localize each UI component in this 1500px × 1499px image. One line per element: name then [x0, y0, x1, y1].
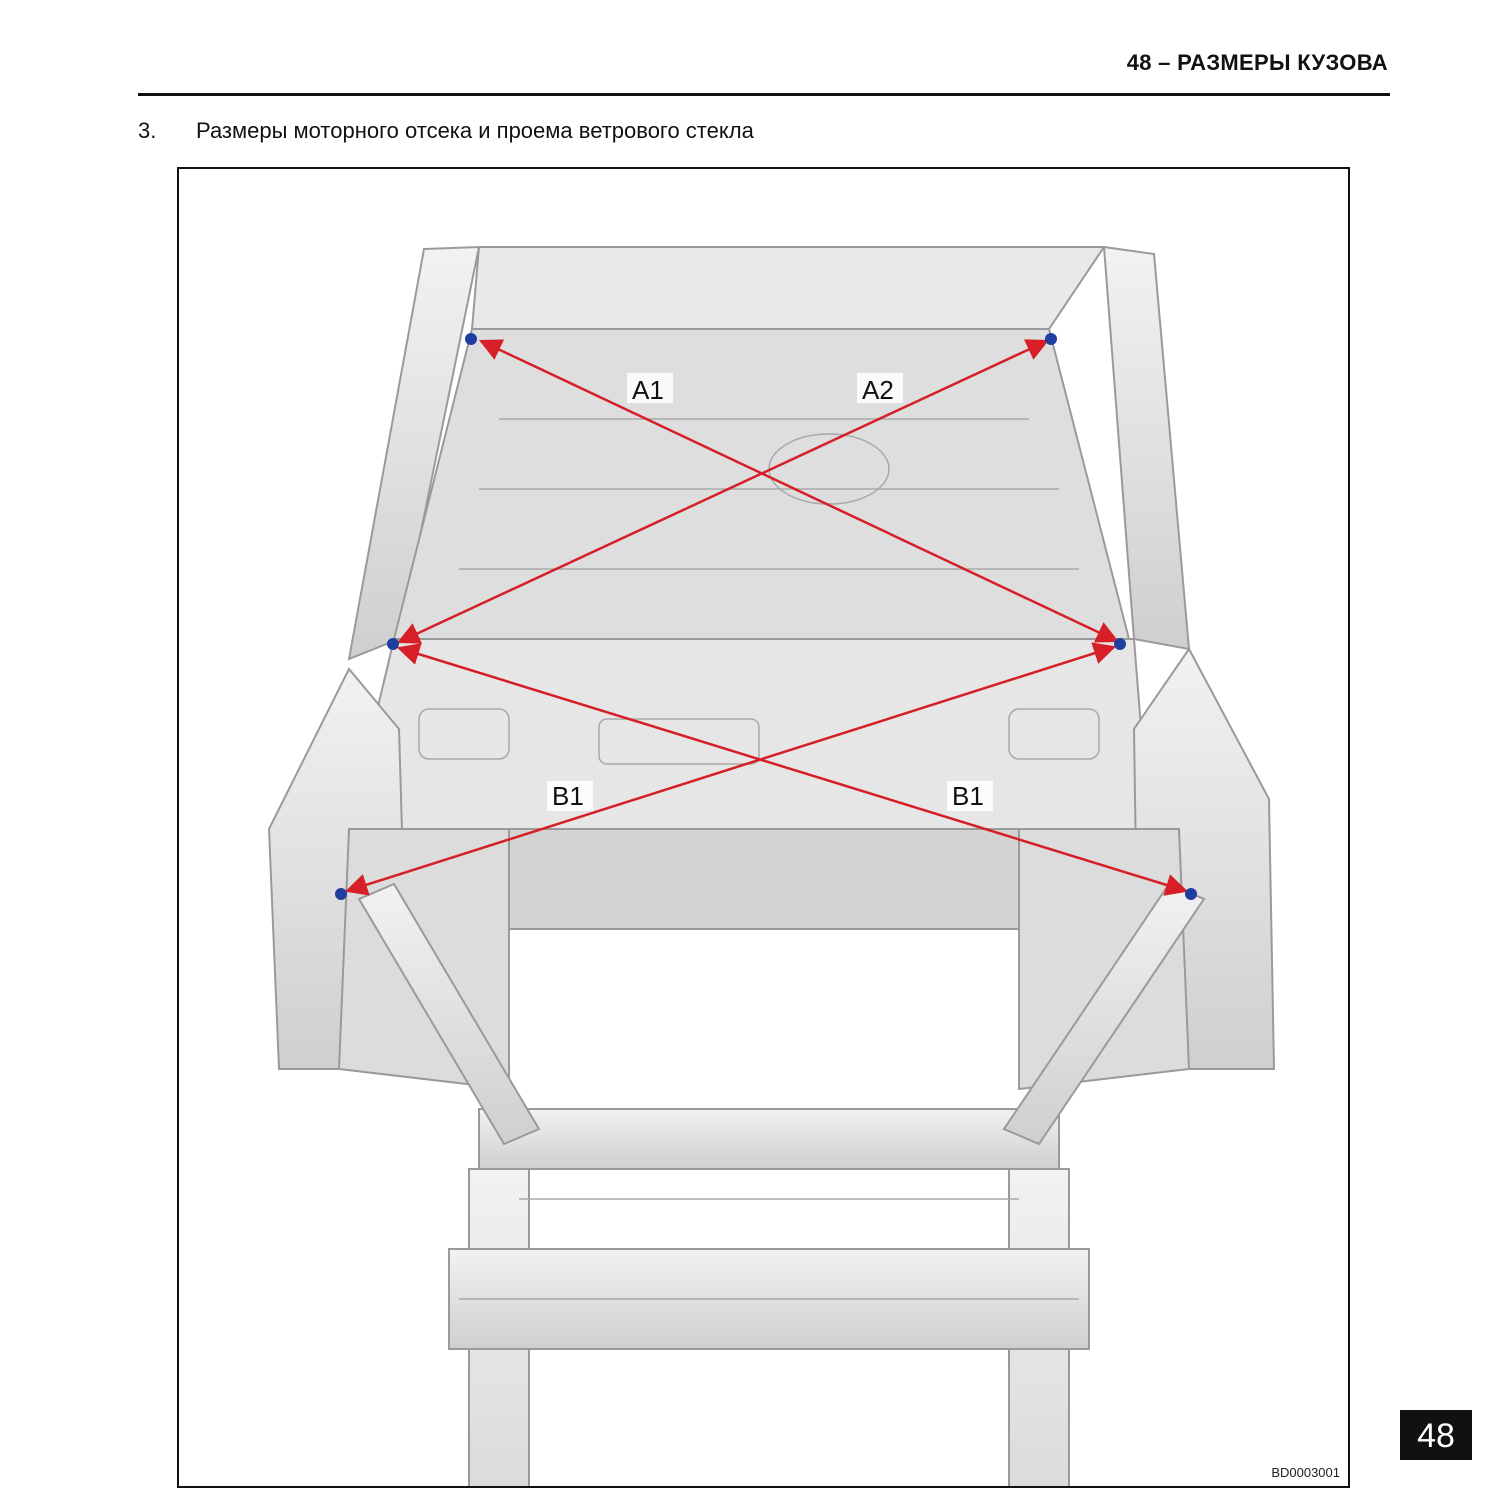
point-windshield-left-top: [465, 333, 477, 345]
car-body-diagram: [179, 169, 1348, 1486]
label-a2: A2: [862, 375, 894, 405]
page-header-title: 48 – РАЗМЕРЫ КУЗОВА: [1126, 50, 1388, 75]
label-a1: A1: [632, 375, 664, 405]
header-rule: [138, 93, 1390, 96]
figure-frame: [177, 167, 1350, 1488]
label-b1-right: B1: [952, 781, 984, 811]
point-cowl-right: [1114, 638, 1126, 650]
point-strut-left: [335, 888, 347, 900]
label-b1-left: B1: [552, 781, 584, 811]
figure-code: BD0003001: [1271, 1465, 1340, 1480]
page-number-tab: 48: [1400, 1410, 1472, 1460]
section-number: 3.: [138, 118, 157, 143]
point-strut-right: [1185, 888, 1197, 900]
body-structure: [269, 247, 1274, 1486]
point-windshield-right-top: [1045, 333, 1057, 345]
section-title: Размеры моторного отсека и проема ветрового стекла: [196, 118, 754, 143]
point-cowl-left: [387, 638, 399, 650]
